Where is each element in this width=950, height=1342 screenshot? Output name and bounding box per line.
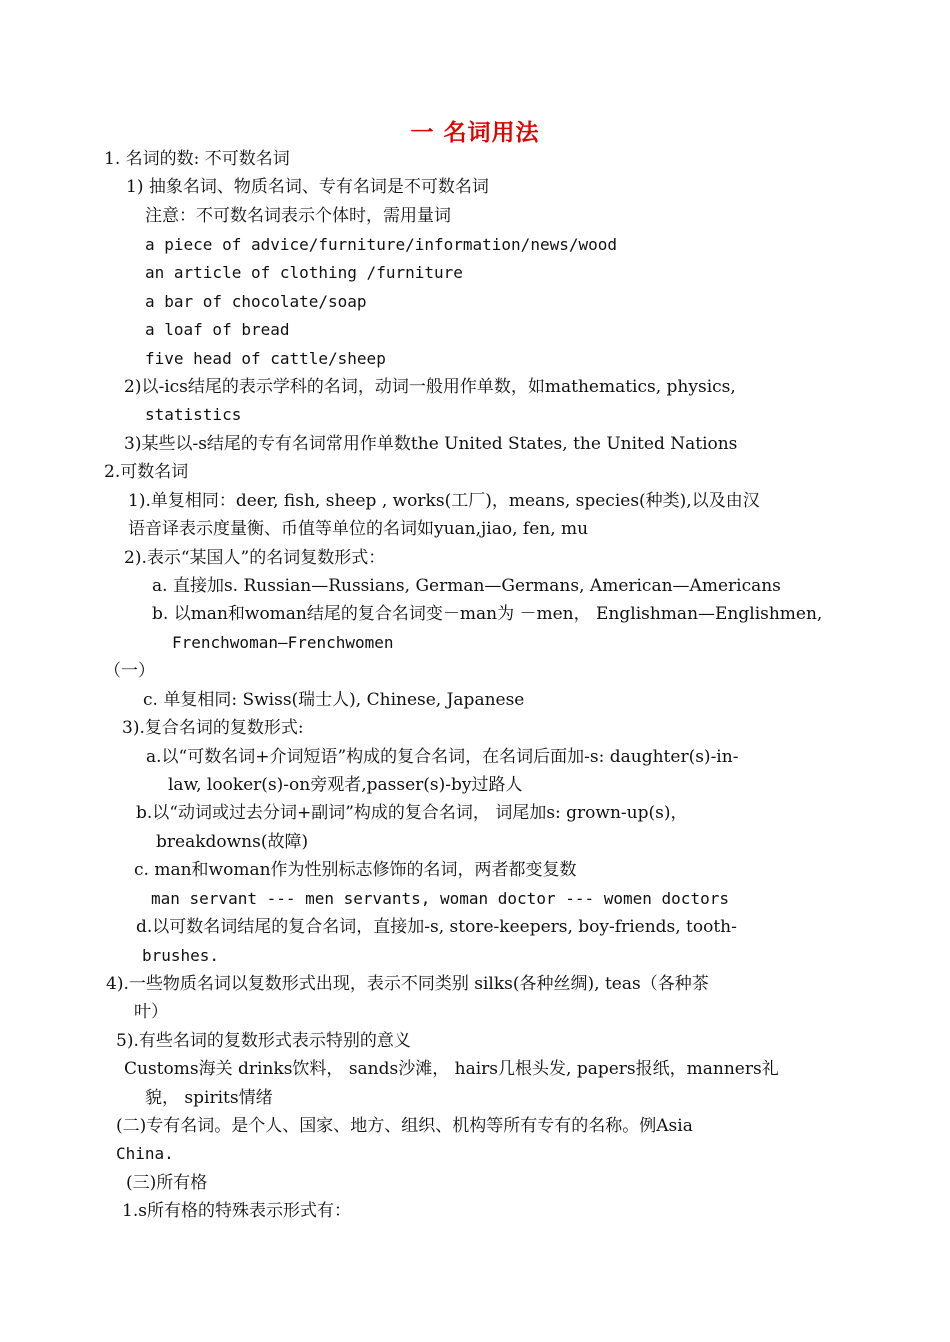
- text-line: Customs海关 drinks饮料， sands沙滩， hairs几根头发, papers报纸，manners礼: [124, 1059, 779, 1079]
- section-heading: 2.可数名词: [104, 462, 189, 482]
- text-line: 3).复合名词的复数形式:: [122, 718, 304, 738]
- text-line: law, looker(s)-on旁观者,passer(s)-by过路人: [168, 775, 523, 795]
- text-line: five head of cattle/sheep: [145, 349, 386, 368]
- text-line: 1).单复相同：deer, fish, sheep , works(工厂)，means, species(种类),以及由汉: [128, 491, 760, 511]
- text-line: c. man和woman作为性别标志修饰的名词，两者都变复数: [134, 860, 577, 880]
- text-line: 注意：不可数名词表示个体时，需用量词: [145, 206, 451, 226]
- text-line: a.以“可数名词+介词短语”构成的复合名词，在名词后面加-s: daughter(s)-in-: [146, 747, 739, 767]
- text-line: 4).一些物质名词以复数形式出现，表示不同类别 silks(各种丝绸), teas（各种茶: [106, 974, 709, 994]
- text-line: 1.s所有格的特殊表示形式有：: [122, 1201, 351, 1221]
- page-title: 一 名词用法: [410, 120, 540, 146]
- text-line: a loaf of bread: [145, 320, 290, 339]
- text-line: 1. 名词的数: 不可数名词: [104, 149, 290, 169]
- text-line: 3)某些以-s结尾的专有名词常用作单数the United States, the United Nations: [124, 434, 738, 454]
- text-line: d.以可数名词结尾的复合名词，直接加-s, store-keepers, boy-friends, tooth-: [136, 917, 737, 937]
- text-line: 语音译表示度量衡、币值等单位的名词如yuan,jiao, fen, mu: [128, 519, 589, 539]
- text-line: c. 单复相同: Swiss(瑞士人), Chinese, Japanese: [143, 690, 525, 710]
- text-line: an article of clothing /furniture: [145, 263, 463, 282]
- text-line: Frenchwoman—Frenchwomen: [172, 633, 394, 652]
- text-line: b. 以man和woman结尾的复合名词变－man为 －men， Englishman—Englishmen,: [152, 604, 823, 624]
- text-line: China.: [116, 1144, 174, 1163]
- text-line: statistics: [145, 405, 242, 424]
- text-line: breakdowns(故障): [156, 832, 309, 852]
- text-line: a bar of chocolate/soap: [145, 292, 367, 311]
- text-line: 5).有些名词的复数形式表示特别的意义: [116, 1031, 411, 1051]
- text-line: a piece of advice/furniture/information/news/wood: [145, 235, 618, 254]
- text-line: (二)专有名词。是个人、国家、地方、组织、机构等所有专有的名称。例Asia: [116, 1116, 693, 1136]
- text-line: 1) 抽象名词、物质名词、专有名词是不可数名词: [126, 177, 489, 197]
- text-line: 2).表示“某国人”的名词复数形式：: [124, 548, 386, 568]
- text-line: 2)以-ics结尾的表示学科的名词，动词一般用作单数，如mathematics, physics,: [124, 377, 736, 397]
- text-line: man servant --- men servants, woman doctor --- women doctors: [151, 889, 729, 908]
- text-line: a. 直接加s. Russian—Russians, German—Germans, American—Americans: [152, 576, 781, 596]
- text-line: (三)所有格: [126, 1173, 208, 1193]
- text-line: （一）: [104, 661, 155, 681]
- text-line: 貌， spirits情绪: [145, 1088, 273, 1108]
- text-line: b.以“动词或过去分词+副词”构成的复合名词， 词尾加s: grown-up(s)，: [136, 803, 688, 823]
- text-line: brushes.: [142, 946, 220, 965]
- text-line: 叶）: [134, 1002, 168, 1022]
